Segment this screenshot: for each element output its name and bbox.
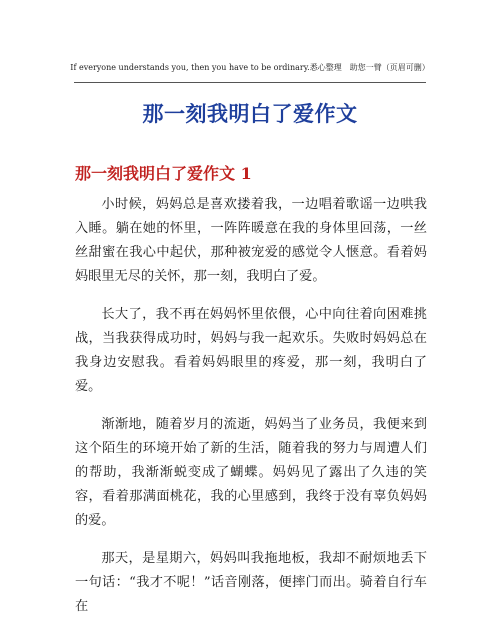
section-heading: 那一刻我明白了爱作文 1 <box>75 164 252 183</box>
document-title: 那一刻我明白了爱作文 <box>142 101 358 126</box>
paragraph: 小时候，妈妈总是喜欢搂着我，一边唱着歌谣一边哄我入睡。躺在她的怀里，一阵阵暖意在我的身体里回荡，一丝丝甜蜜在我心中起伏，那种被宠爱的感觉令人惬意。看着妈妈眼里无尽的关怀，那一刻，我明白了爱。 <box>75 197 427 284</box>
paragraph: 长大了，我不再在妈妈怀里依偎，心中向往着向困难挑战，当我获得成功时，妈妈与我一起欢乐。失败时妈妈总在我身边安慰我。看着妈妈眼里的疼爱，那一刻，我明白了爱。 <box>75 307 427 394</box>
header-divider <box>74 82 426 83</box>
page-header: If everyone understands you, then you have to be ordinary.悉心整理 助您一臂（页眉可删） <box>70 63 430 72</box>
paragraph: 渐渐地，随着岁月的流逝，妈妈当了业务员，我便来到这个陌生的环境开始了新的生活，随着我的努力与周遭人们的帮助，我渐渐蜕变成了蝴蝶。妈妈见了露出了久违的笑容，看着那满面桃花，我的心里感到，我终于没有辜负妈妈的爱。 <box>75 417 427 528</box>
paragraph: 那天，是星期六，妈妈叫我拖地板，我却不耐烦地丢下一句话：“我才不呢！”话音刚落，便摔门而出。骑着自行车在 <box>75 551 427 614</box>
article-body <box>75 193 427 633</box>
